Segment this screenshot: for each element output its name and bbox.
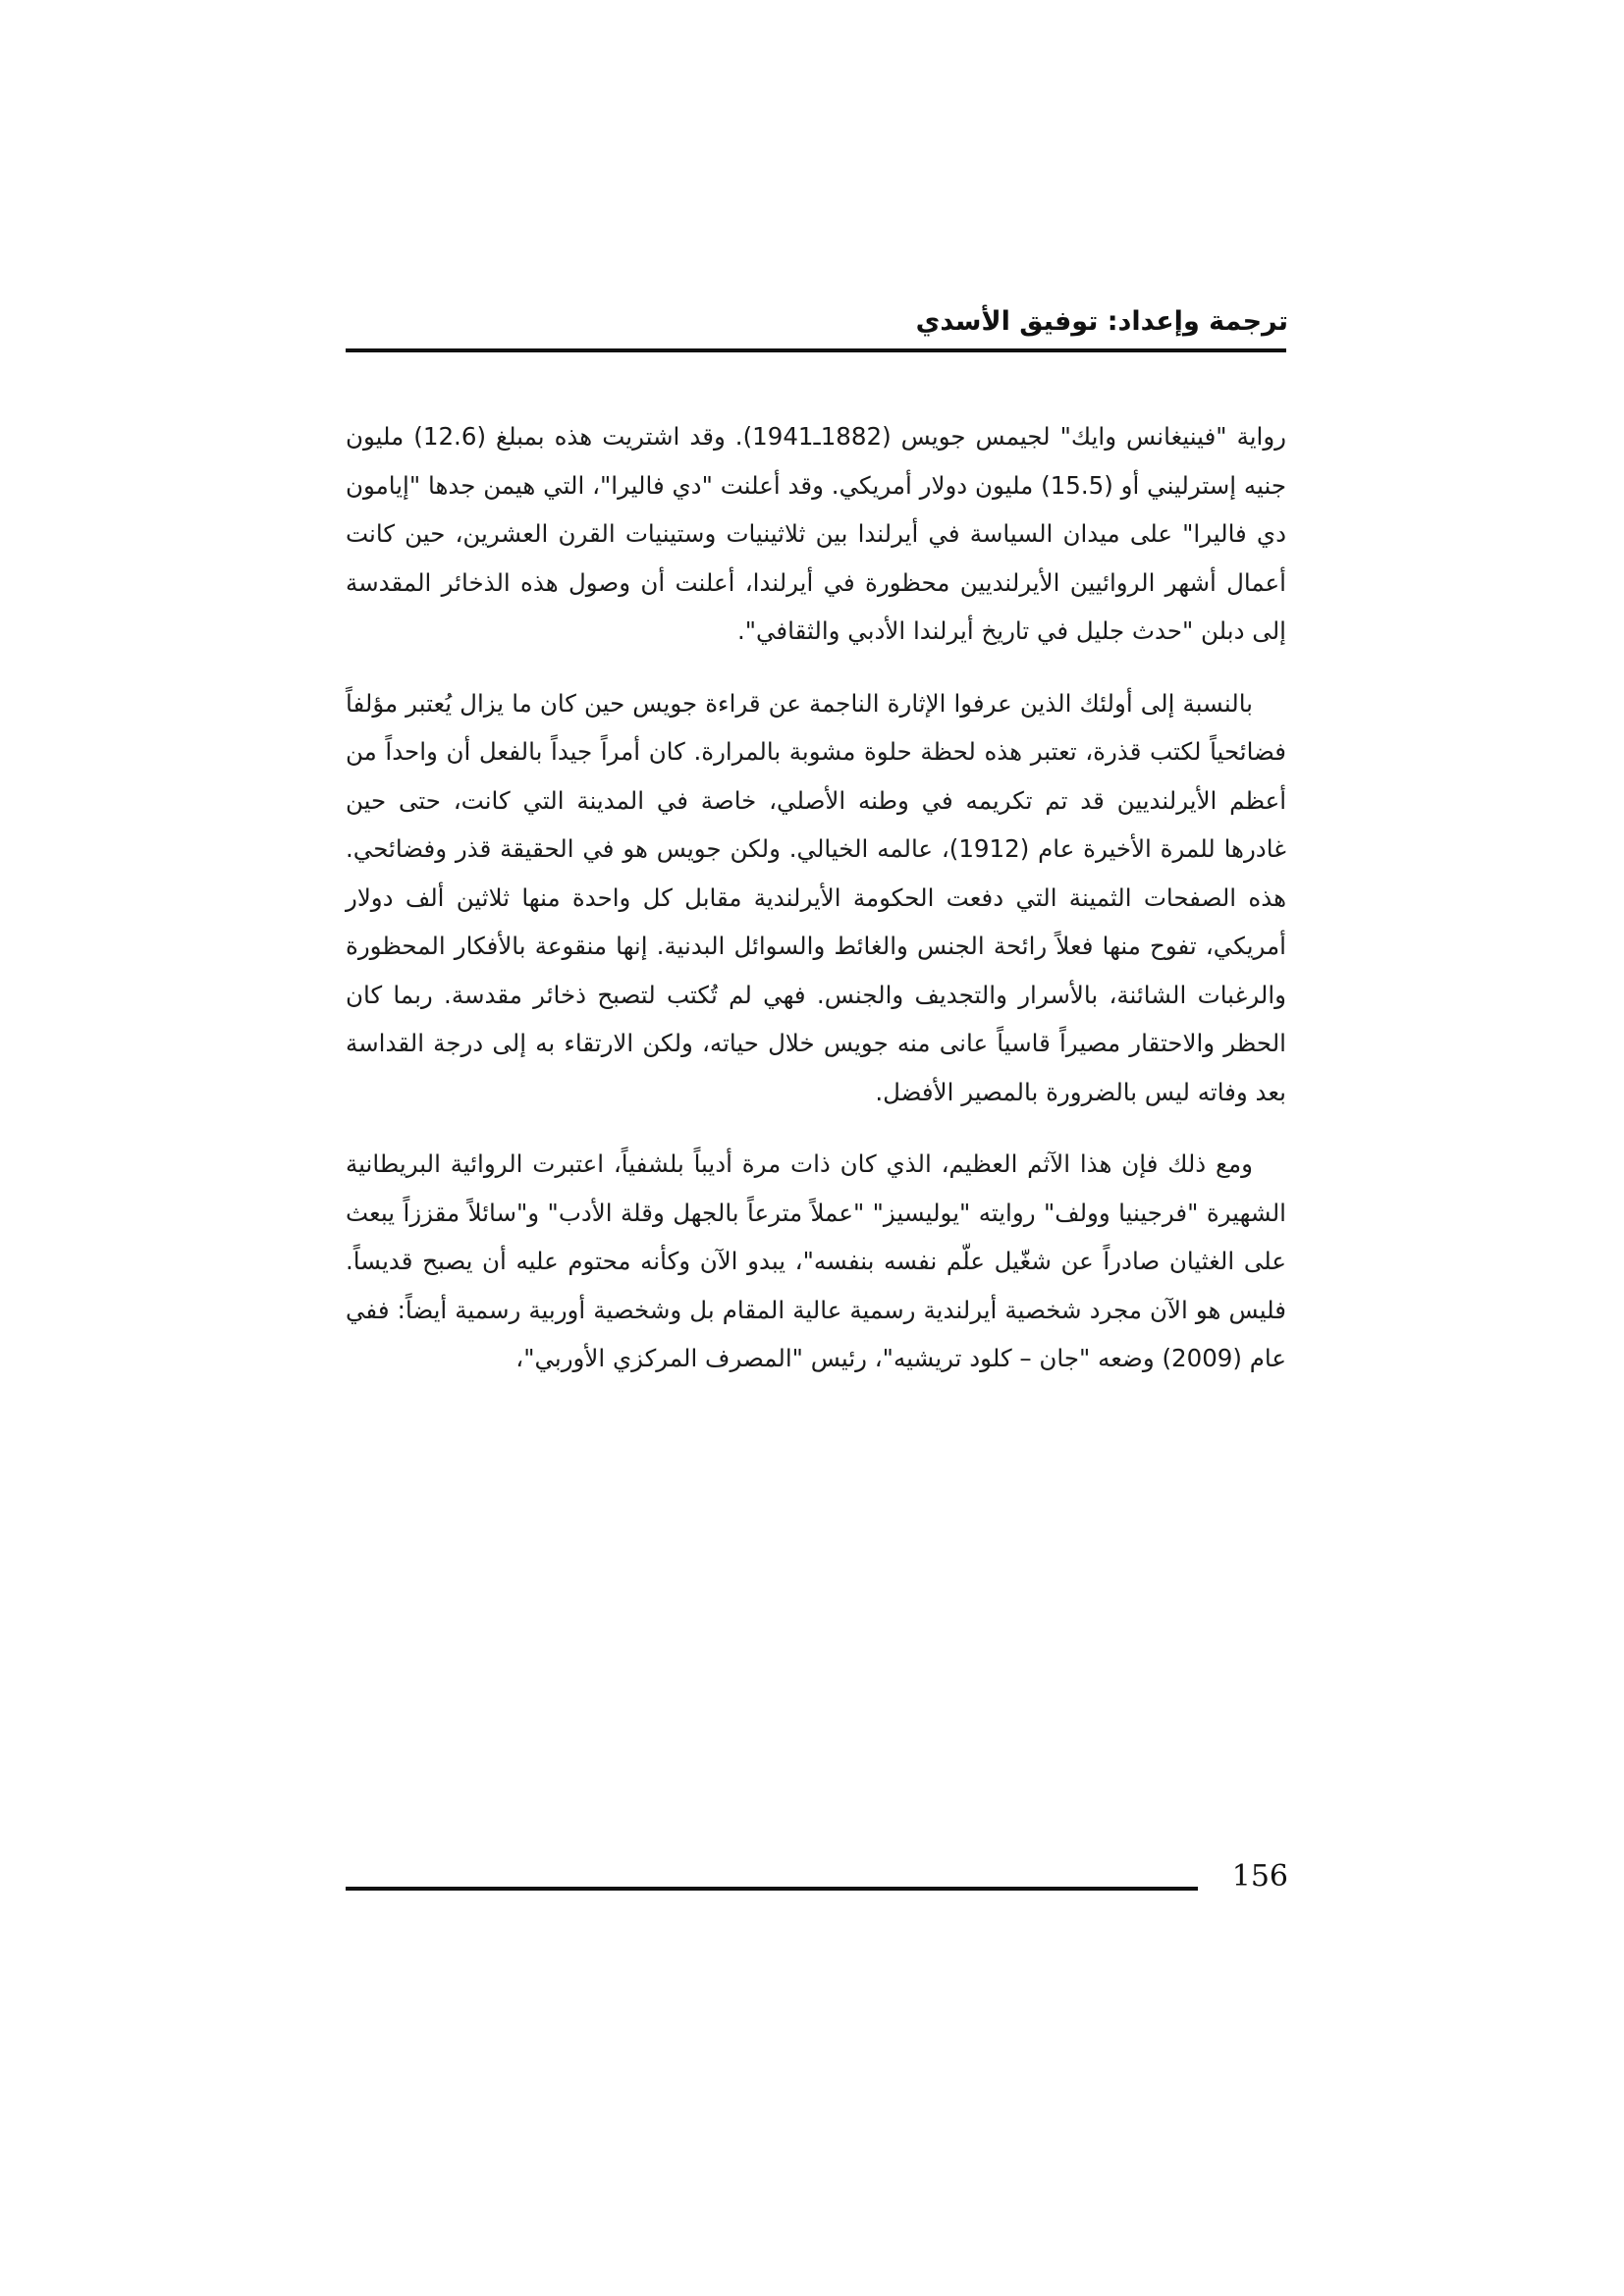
paragraph-3: ومع ذلك فإن هذا الآثم العظيم، الذي كان ذات مرة أديباً بلشفياً، اعتبرت الروائية البريطانية الشهيرة "فرجينيا وولف" روايته "يوليسيز" "عملاً مترعاً بالجهل وقلة الأدب" و"سائلاً مقززاً يبعث على الغثيان صادراً عن شغّيل علّم نفسه بنفسه"، يبدو الآن وكأنه محتوم عليه أن يصبح قديساً. فليس هو الآن مجرد شخصية أيرلندية رسمية عالية المقام بل وشخصية أوربية رسمية أيضاً: ففي عام (2009) وضعه "جان – كلود تريشيه"، رئيس "المصرف المركزي الأوربي"، [346, 1149, 1286, 1372]
running-header-title: ترجمة وإعداد: توفيق الأسدي [915, 306, 1288, 337]
page-body [346, 412, 1286, 1407]
header-divider [346, 348, 1286, 352]
paragraph-1: رواية "فينيغانس وايك" لجيمس جويس (1882ـ1941). وقد اشتريت هذه بمبلغ (12.6) مليون جنيه إسترليني أو (15.5) مليون دولار أمريكي. وقد أعلنت "دي فاليرا"، التي هيمن جدها "إيامون دي فاليرا" على ميدان السياسة في أيرلندا بين ثلاثينيات وستينيات القرن العشرين، حين كانت أعمال أشهر الروائيين الأيرلنديين محظورة في أيرلندا، أعلنت أن وصول هذه الذخائر المقدسة إلى دبلن "حدث جليل في تاريخ أيرلندا الأدبي والثقافي". [346, 422, 1287, 645]
page-number: 156 [1231, 1859, 1288, 1894]
footer-divider [346, 1887, 1198, 1891]
paragraph-2: بالنسبة إلى أولئك الذين عرفوا الإثارة الناجمة عن قراءة جويس حين كان ما يزال يُعتبر مؤلفاً فضائحياً لكتب قذرة، تعتبر هذه لحظة حلوة مشوبة بالمرارة. كان أمراً جيداً بالفعل أن واحداً من أعظم الأيرلنديين قد تم تكريمه في وطنه الأصلي، خاصة في المدينة التي كانت، حتى حين غادرها للمرة الأخيرة عام (1912)، عالمه الخيالي. ولكن جويس هو في الحقيقة قذر وفضائحي. هذه الصفحات الثمينة التي دفعت الحكومة الأيرلندية مقابل كل واحدة منها ثلاثين ألف دولار أمريكي، تفوح منها فعلاً رائحة الجنس والغائط والسوائل البدنية. إنها منقوعة بالأفكار المحظورة والرغبات الشائنة، بالأسرار والتجديف والجنس. فهي لم تُكتب لتصبح ذخائر مقدسة. ربما كان الحظر والاحتقار مصيراً قاسياً عانى منه جويس خلال حياته، ولكن الارتقاء به إلى درجة القداسة بعد وفاته ليس بالضرورة بالمصير الأفضل. [346, 688, 1286, 1106]
